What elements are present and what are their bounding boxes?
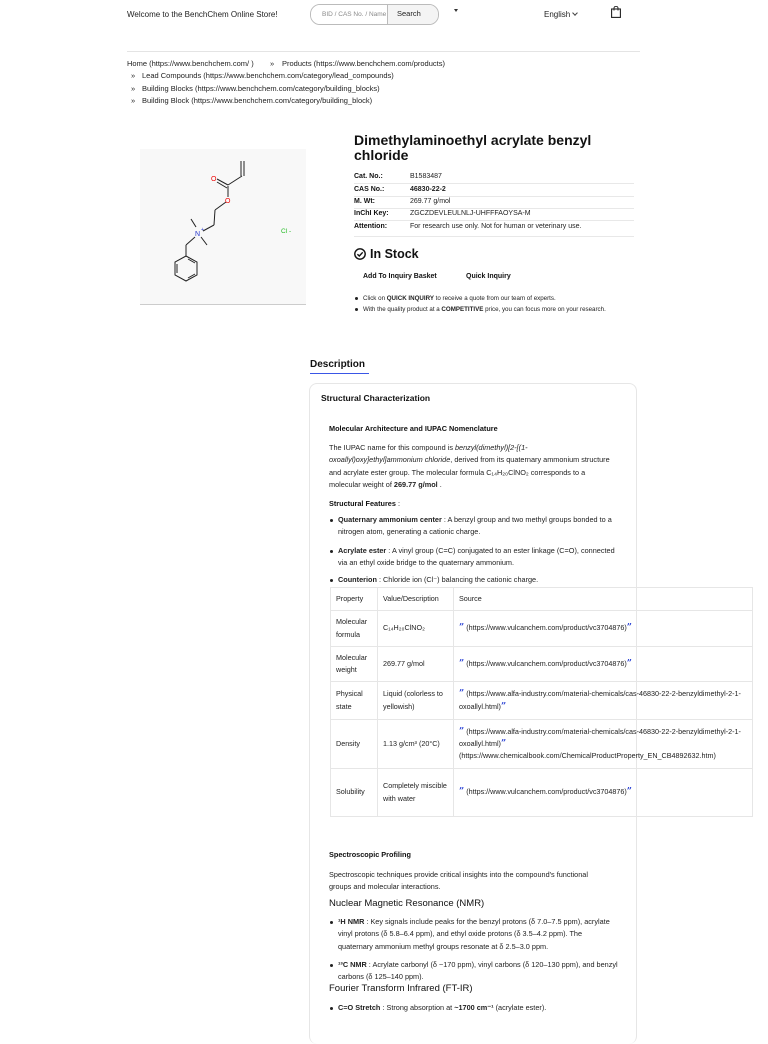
language-selector[interactable]: English — [544, 10, 571, 19]
table-header-row — [331, 588, 753, 611]
quote-icon: ” — [500, 738, 507, 749]
source-cell — [454, 611, 753, 647]
search-button[interactable]: Search — [387, 5, 438, 24]
property-cell: Solubility — [331, 769, 378, 817]
quote-icon: ” — [459, 658, 465, 669]
list-item — [338, 1002, 618, 1014]
spec-value-mwt: 269.77 g/mol — [410, 198, 451, 205]
breadcrumb-separator: » — [131, 71, 136, 80]
table-row — [331, 611, 753, 647]
info-bullet — [363, 306, 606, 313]
value-cell: Liquid (colorless to yellowish) — [378, 682, 454, 720]
value-cell: 269.77 g/mol — [378, 647, 454, 682]
features-heading — [329, 499, 400, 508]
spec-label-attention: Attention: — [354, 223, 388, 230]
chemical-structure-drawing — [140, 149, 306, 304]
value-cell: C₁₄H₂₀ClNO₂ — [378, 611, 454, 647]
oxygen-atom-label: O — [211, 176, 217, 183]
bullet-bold: COMPETITIVE — [441, 306, 484, 313]
feature-text: : A vinyl group (C=C) conjugated to an ester linkage (C=O), connected via an ethyl oxide bridge to the quaternary ammonium. — [338, 546, 615, 568]
source-link[interactable]: (https://www.vulcanchem.com/product/vc3704876) — [466, 787, 627, 797]
source-link[interactable]: (https://www.alfa-industry.com/material-chemicals/cas-46830-22-2-benzyldimethyl-2-1-oxoallyl.html) — [459, 689, 741, 711]
breadcrumb-products[interactable]: Products (https://www.benchchem.com/products) — [282, 59, 445, 68]
features-label: Structural Features — [329, 499, 396, 508]
breadcrumb-building-blocks[interactable]: Building Blocks (https://www.benchchem.com/category/building_blocks) — [142, 84, 380, 93]
search-dropdown-caret-icon[interactable] — [454, 9, 458, 12]
product-title: Dimethylaminoethyl acrylate benzyl chloride — [354, 132, 592, 163]
breadcrumb-lead-compounds[interactable]: Lead Compounds (https://www.benchchem.com/category/lead_compounds) — [142, 71, 394, 80]
breadcrumb-separator: » — [270, 59, 275, 68]
table-row — [331, 769, 753, 817]
quote-icon: ” — [459, 689, 465, 700]
feature-text: : A benzyl group and two methyl groups bonded to a nitrogen atom, generating a cationic charge. — [338, 515, 612, 537]
check-circle-icon — [354, 248, 366, 260]
spec-value-inchi: ZGCZDEVLEULNLJ-UHFFFAOYSA-M — [410, 210, 531, 217]
bullet-text: price, you can focus more on your research. — [483, 306, 606, 313]
source-cell — [454, 682, 753, 720]
spectroscopy-paragraph: Spectroscopic techniques provide critical insights into the compound's functional groups and molecular interactions. — [329, 870, 588, 892]
paragraph-text: . — [437, 480, 442, 490]
bullet-dot — [330, 921, 333, 924]
bullet-text: to receive a quote from our team of experts. — [433, 295, 556, 302]
value-cell: Completely miscible with water — [378, 769, 454, 817]
property-cell: Molecular weight — [331, 647, 378, 682]
bullet-dot — [330, 964, 333, 967]
section-title: Structural Characterization — [321, 393, 431, 403]
search-input[interactable] — [311, 5, 396, 24]
table-row — [331, 682, 753, 720]
bullet-dot — [330, 1007, 333, 1010]
table-header-cell: Value/Description — [378, 588, 454, 611]
chevron-down-icon[interactable] — [572, 10, 578, 16]
breadcrumb-home[interactable]: Home (https://www.benchchem.com/ ) — [127, 59, 254, 68]
feature-text: : Chloride ion (Cl⁻) balancing the cationic charge. — [376, 575, 539, 584]
quote-icon: ” — [500, 701, 507, 712]
spec-value-cas: 46830-22-2 — [410, 186, 446, 193]
ftir-text: (acrylate ester). — [493, 1003, 547, 1012]
quote-icon: ” — [459, 623, 465, 634]
source-cell — [454, 769, 753, 817]
list-item — [338, 574, 618, 586]
charge-label: + — [201, 227, 204, 233]
bullet-text: Click on — [363, 295, 387, 302]
table-header-cell: Source — [454, 588, 753, 611]
add-to-inquiry-basket-button[interactable]: Add To Inquiry Basket — [363, 273, 437, 280]
source-cell — [454, 720, 753, 769]
nmr-heading: Nuclear Magnetic Resonance (NMR) — [329, 898, 485, 909]
chloride-counterion-label: Cl - — [281, 228, 292, 235]
table-row — [331, 647, 753, 682]
welcome-text: Welcome to the BenchChem Online Store! — [127, 10, 278, 19]
ftir-text: : Strong absorption at — [380, 1003, 455, 1012]
source-link[interactable]: (https://www.alfa-industry.com/material-chemicals/cas-46830-22-2-benzyldimethyl-2-1-oxoallyl.html) — [459, 726, 741, 748]
subsection-title: Spectroscopic Profiling — [329, 850, 411, 859]
features-colon: : — [395, 499, 400, 508]
nitrogen-atom-label: N — [195, 231, 201, 238]
property-cell: Molecular formula — [331, 611, 378, 647]
nmr-text: : Key signals include peaks for the benzyl protons (δ 7.0–7.5 ppm), acrylate vinyl protons (δ 5.8–6.4 ppm), and ethyl oxide protons (δ 3.5–4.2 ppm). The quaternary ammonium methyl groups resonate at δ 2.5–3.0 ppm. — [338, 917, 610, 951]
quote-icon: ” — [626, 658, 632, 669]
quick-inquiry-button[interactable]: Quick Inquiry — [466, 273, 511, 280]
quote-icon: ” — [626, 787, 632, 798]
ftir-value: ~1700 cm⁻¹ — [454, 1003, 494, 1012]
spec-value-cat: B1583487 — [410, 173, 442, 180]
spec-label-inchi: InChI Key: — [354, 210, 389, 217]
shopping-bag-icon[interactable] — [611, 6, 621, 18]
spec-label-cat: Cat. No.: — [354, 173, 383, 180]
search-box — [310, 4, 439, 25]
info-bullet — [363, 295, 556, 302]
tab-active-underline — [310, 373, 369, 374]
oxygen-atom-label: O — [225, 198, 231, 205]
breadcrumb-separator: » — [131, 84, 136, 93]
bullet-dot — [330, 519, 333, 522]
spec-value-attention: For research use only. Not for human or veterinary use. — [410, 223, 582, 230]
list-item — [338, 514, 618, 539]
ftir-heading: Fourier Transform Infrared (FT-IR) — [329, 983, 473, 994]
value-cell: 1.13 g/cm³ (20°C) — [378, 720, 454, 769]
quote-icon: ” — [459, 787, 465, 798]
breadcrumb-building-block[interactable]: Building Block (https://www.benchchem.com/category/building_block) — [142, 96, 373, 105]
quote-icon: ” — [626, 623, 632, 634]
tab-description[interactable]: Description — [310, 359, 366, 370]
molecular-weight-value: 269.77 g/mol — [393, 480, 438, 490]
spec-divider — [354, 220, 634, 221]
spec-label-cas: CAS No.: — [354, 186, 385, 193]
quote-icon: ” — [459, 726, 465, 737]
header-divider — [127, 51, 640, 52]
stock-status: In Stock — [370, 247, 419, 261]
bullet-dot — [355, 308, 358, 311]
feature-name: Acrylate ester — [338, 546, 387, 555]
nmr-type: ¹H NMR — [338, 917, 365, 926]
table-header-cell: Property — [331, 588, 378, 611]
source-cell — [454, 647, 753, 682]
feature-name: Quaternary ammonium center — [338, 515, 442, 524]
ftir-type: C=O Stretch — [338, 1003, 381, 1012]
spec-label-mwt: M. Wt: — [354, 198, 375, 205]
bullet-dot — [330, 579, 333, 582]
spec-divider — [354, 196, 634, 197]
property-cell: Physical state — [331, 682, 378, 720]
bullet-bold: QUICK INQUIRY — [386, 295, 434, 302]
bullet-dot — [355, 297, 358, 300]
list-item — [338, 916, 618, 953]
paragraph-text: , derived from its quaternary ammonium structure and acrylate ester group. The molecular formula C₁₄H₂₀ClNO₂ corresponds to a molecular weight of — [329, 455, 610, 490]
bullet-dot — [330, 550, 333, 553]
paragraph-text: The IUPAC name for this compound is — [329, 443, 455, 452]
subsection-title: Molecular Architecture and IUPAC Nomenclature — [329, 424, 498, 433]
source-link[interactable]: (https://www.vulcanchem.com/product/vc3704876) — [466, 658, 627, 668]
nmr-type: ¹³C NMR — [338, 960, 367, 969]
properties-table — [330, 587, 753, 817]
iupac-name: benzyl(dimethyl)[2-[(1-oxoallyl)oxy]ethyl]ammonium chloride — [329, 443, 528, 465]
iupac-paragraph — [329, 442, 614, 492]
nmr-text: : Acrylate carbonyl (δ ~170 ppm), vinyl carbons (δ 120–130 ppm), and benzyl carbons (δ 125–140 ppm). — [338, 960, 618, 982]
property-cell: Density — [331, 720, 378, 769]
spec-divider — [354, 236, 634, 237]
breadcrumb-separator: » — [131, 96, 136, 105]
bullet-text: With the quality product at a — [363, 306, 442, 313]
product-structure-image — [140, 149, 306, 305]
spec-divider — [354, 208, 634, 209]
source-link[interactable]: (https://www.chemicalbook.com/ChemicalProductProperty_EN_CB4892632.htm) — [459, 751, 716, 761]
source-link[interactable]: (https://www.vulcanchem.com/product/vc3704876) — [466, 623, 627, 633]
table-row — [331, 720, 753, 769]
spec-divider — [354, 183, 634, 184]
list-item — [338, 959, 618, 984]
list-item — [338, 545, 618, 570]
feature-name: Counterion — [338, 575, 377, 584]
